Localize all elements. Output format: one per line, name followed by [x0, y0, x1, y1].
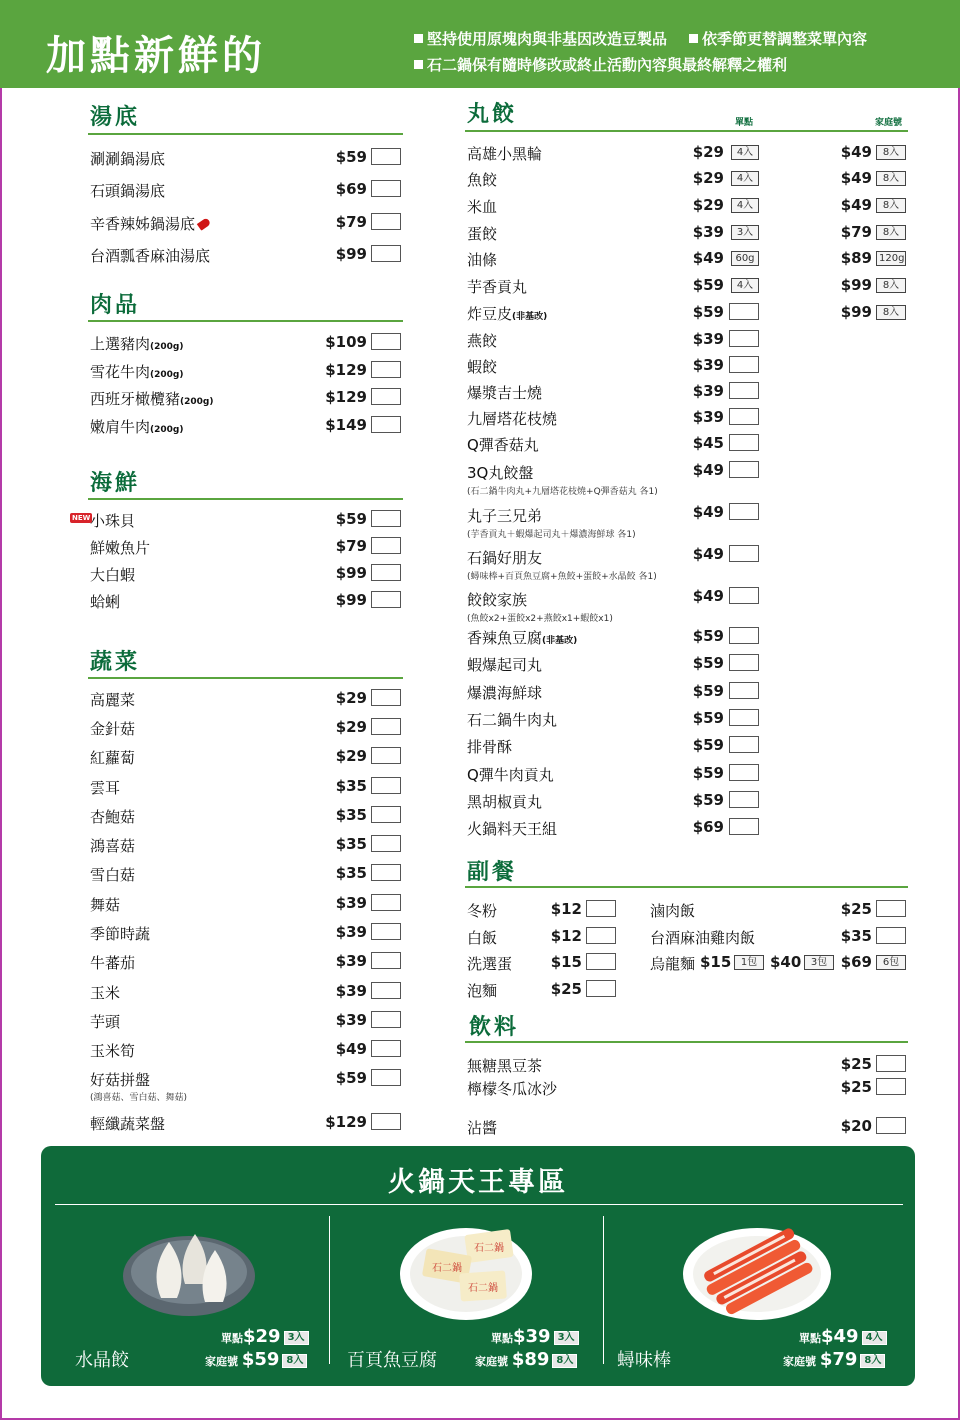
menu-item-name: 杏鮑菇 — [90, 808, 136, 826]
menu-item-price: $59 — [692, 276, 724, 294]
order-checkbox[interactable] — [371, 952, 401, 969]
menu-item-name: 牛蕃茄 — [90, 954, 136, 972]
crab-stick-image — [679, 1222, 835, 1322]
menu-item-name: 大白蝦 — [90, 566, 136, 584]
menu-item-price: $99 — [335, 591, 367, 609]
menu-item-name: 丸子三兄弟 — [467, 507, 543, 525]
menu-item-price: $59 — [692, 627, 724, 645]
order-checkbox[interactable] — [729, 627, 759, 644]
order-checkbox[interactable] — [371, 982, 401, 999]
quantity-tag: 8入 — [876, 225, 906, 240]
menu-item-price: $39 — [335, 952, 367, 970]
item-label: 西班牙橄欖豬 — [90, 390, 181, 408]
menu-item-price: $49 — [692, 461, 724, 479]
family-price: $89 — [840, 249, 872, 267]
order-checkbox[interactable] — [586, 900, 616, 917]
menu-item-price: $45 — [692, 434, 724, 452]
menu-item-name: 九層塔花枝燒 — [467, 410, 558, 428]
menu-item-name: 石頭鍋湯底 — [90, 182, 166, 200]
menu-item-price: $39 — [692, 330, 724, 348]
quantity-tag: 6包 — [876, 955, 906, 970]
quantity-tag: 8入 — [860, 1354, 885, 1368]
item-label: 嫩肩牛肉 — [90, 418, 151, 436]
quantity-tag: 8入 — [552, 1354, 577, 1368]
order-checkbox[interactable] — [729, 818, 759, 835]
section-title-soup: 湯底 — [90, 105, 141, 130]
header-notes — [414, 26, 867, 78]
quantity-tag: 4入 — [731, 278, 759, 293]
quantity-tag: 120g — [876, 251, 906, 266]
menu-item-price: $12 — [550, 900, 582, 918]
fish-tofu-image — [396, 1222, 536, 1322]
menu-item-name: 爆漿吉士燒 — [467, 384, 543, 402]
quantity-tag: 3包 — [804, 955, 834, 970]
family-price: $99 — [840, 303, 872, 321]
promo-price: $79 — [819, 1349, 858, 1370]
menu-item-price: $29 — [692, 169, 724, 187]
quantity-tag: 3入 — [284, 1331, 309, 1345]
menu-item-price: $69 — [840, 953, 872, 971]
order-checkbox[interactable] — [876, 1055, 906, 1072]
menu-item-price: $49 — [692, 587, 724, 605]
menu-item-subtext: (鴻喜菇、雪白菇、舞菇) — [90, 1093, 188, 1103]
promo-item-name: 百頁魚豆腐 — [347, 1350, 437, 1371]
promo-price: $89 — [511, 1349, 550, 1370]
section-divider — [465, 1041, 908, 1043]
menu-item-price: $40 — [770, 953, 802, 971]
menu-item-subtext: (石二鍋牛肉丸+九層塔花枝燒+Q彈香菇丸 各1) — [467, 487, 658, 497]
section-title-sides: 副餐 — [467, 860, 518, 885]
single-label: 單點 — [491, 1332, 513, 1345]
section-title-seafood: 海鮮 — [90, 471, 141, 496]
menu-item-name: 舞菇 — [90, 896, 121, 914]
note-text: 依季節更替調整菜單內容 — [702, 30, 868, 48]
menu-item-price: $49 — [692, 503, 724, 521]
order-checkbox[interactable] — [729, 682, 759, 699]
menu-item-price: $39 — [335, 894, 367, 912]
menu-item-subtext: (蟳味棒+百頁魚豆腐+魚餃+蛋餃+水晶餃 各1) — [467, 572, 657, 582]
promo-title: 火鍋天王專區 — [388, 1167, 568, 1198]
menu-item-price: $109 — [325, 333, 367, 351]
menu-item-name: 雲耳 — [90, 779, 121, 797]
order-checkbox[interactable] — [586, 953, 616, 970]
order-checkbox[interactable] — [876, 927, 906, 944]
order-checkbox[interactable] — [876, 1117, 906, 1134]
order-checkbox[interactable] — [729, 764, 759, 781]
order-checkbox[interactable] — [371, 180, 401, 197]
order-checkbox[interactable] — [371, 510, 401, 527]
quantity-tag: 3入 — [554, 1331, 579, 1345]
order-checkbox[interactable] — [371, 1040, 401, 1057]
brand-title: 加點新鮮的 — [46, 33, 266, 79]
menu-item-price: $49 — [692, 545, 724, 563]
menu-item-price: $59 — [335, 148, 367, 166]
order-checkbox[interactable] — [371, 689, 401, 706]
chili-pepper-icon — [197, 217, 211, 230]
menu-item-name: 季節時蔬 — [90, 925, 151, 943]
family-price: $49 — [840, 169, 872, 187]
menu-item-name: 沾醬 — [467, 1119, 498, 1137]
promo-price: $39 — [513, 1326, 551, 1347]
menu-item-price: $29 — [335, 689, 367, 707]
menu-item-name: 白飯 — [467, 929, 498, 947]
menu-item-price: $99 — [335, 245, 367, 263]
menu-item-price: $29 — [692, 196, 724, 214]
order-checkbox[interactable] — [371, 213, 401, 230]
item-label: 雪花牛肉 — [90, 363, 151, 381]
menu-item-price: $15 — [700, 953, 732, 971]
menu-item-price: $59 — [335, 510, 367, 528]
menu-item-name: 檸檬冬瓜冰沙 — [467, 1080, 558, 1098]
promo-single-price — [491, 1326, 579, 1347]
order-checkbox[interactable] — [371, 894, 401, 911]
note-item — [414, 52, 787, 78]
menu-item-price: $99 — [335, 564, 367, 582]
quantity-tag: 8入 — [876, 171, 906, 186]
menu-item-price: $129 — [325, 1113, 367, 1131]
quantity-tag: 8入 — [876, 305, 906, 320]
section-title-veg: 蔬菜 — [90, 650, 141, 675]
menu-item-price: $149 — [325, 416, 367, 434]
menu-item-name: 滷肉飯 — [650, 902, 696, 920]
menu-item-name: 台酒麻油雞肉飯 — [650, 929, 756, 947]
menu-item-price: $39 — [692, 382, 724, 400]
menu-item-price: $15 — [550, 953, 582, 971]
order-checkbox[interactable] — [371, 388, 401, 405]
section-divider — [88, 320, 403, 322]
menu-item-name: 輕纖蔬菜盤 — [90, 1115, 166, 1133]
promo-family-price — [783, 1349, 885, 1370]
menu-item-name: 鮮嫩魚片 — [90, 539, 151, 557]
menu-item-name: 蛤蜊 — [90, 593, 121, 611]
menu-item-name: 3Q丸餃盤 — [467, 464, 534, 482]
menu-item-name — [90, 361, 183, 382]
order-checkbox[interactable] — [729, 303, 759, 320]
menu-item-name: 烏龍麵 — [650, 955, 696, 973]
menu-item-price: $35 — [335, 835, 367, 853]
header-banner — [0, 0, 960, 88]
single-label: 單點 — [221, 1332, 243, 1345]
menu-item-price: $29 — [335, 747, 367, 765]
order-checkbox[interactable] — [729, 356, 759, 373]
menu-item-name: 蝦爆起司丸 — [467, 656, 543, 674]
quantity-tag: 3入 — [731, 225, 759, 240]
family-price: $99 — [840, 276, 872, 294]
menu-item-name: 黑胡椒貢丸 — [467, 793, 543, 811]
item-weight: (200g) — [150, 425, 184, 435]
order-checkbox[interactable] — [586, 927, 616, 944]
menu-item-name: 好菇拼盤 — [90, 1071, 151, 1089]
menu-item-name — [467, 303, 547, 324]
order-checkbox[interactable] — [729, 545, 759, 562]
menu-item-name: 芋香貢丸 — [467, 278, 528, 296]
order-checkbox[interactable] — [371, 806, 401, 823]
menu-item-name: 火鍋料天王組 — [467, 820, 558, 838]
order-checkbox[interactable] — [876, 1078, 906, 1095]
menu-item-name: 排骨酥 — [467, 738, 513, 756]
order-checkbox[interactable] — [586, 980, 616, 997]
column-header-family: 家庭號 — [875, 118, 903, 128]
menu-item-name: 油條 — [467, 251, 498, 269]
promo-item-name: 蟳味棒 — [617, 1350, 671, 1371]
menu-item-price: $49 — [335, 1040, 367, 1058]
menu-item-name: 米血 — [467, 198, 498, 216]
menu-item-price: $129 — [325, 361, 367, 379]
order-checkbox[interactable] — [729, 382, 759, 399]
menu-item-name — [90, 333, 183, 354]
new-badge: NEW — [72, 514, 91, 522]
menu-item-name: 餃餃家族 — [467, 591, 528, 609]
menu-item-name — [90, 213, 210, 234]
promo-item-name: 水晶餃 — [75, 1350, 129, 1371]
menu-item-name: 紅蘿蔔 — [90, 749, 136, 767]
menu-item-price: $35 — [335, 777, 367, 795]
menu-item-name: 無糖黑豆茶 — [467, 1057, 543, 1075]
menu-item-price: $35 — [335, 864, 367, 882]
promo-single-price — [221, 1326, 309, 1347]
promo-panel — [41, 1146, 915, 1386]
quantity-tag: 8入 — [282, 1354, 307, 1368]
menu-item-price: $129 — [325, 388, 367, 406]
order-checkbox[interactable] — [729, 408, 759, 425]
item-label: 香辣魚豆腐 — [467, 629, 543, 647]
order-checkbox[interactable] — [729, 503, 759, 520]
menu-item-name: 玉米 — [90, 984, 121, 1002]
stamp-text: 石二鍋 — [432, 1263, 462, 1274]
menu-item-name: 高雄小黑輪 — [467, 145, 543, 163]
family-price: $79 — [840, 223, 872, 241]
section-divider — [465, 130, 908, 132]
menu-item-name: 鴻喜菇 — [90, 837, 136, 855]
promo-divider — [55, 1204, 903, 1205]
order-checkbox[interactable] — [371, 333, 401, 350]
menu-item-name: 魚餃 — [467, 171, 498, 189]
note-text: 石二鍋保有隨時修改或終止活動內容與最終解釋之權利 — [427, 56, 788, 74]
menu-item-price: $59 — [335, 1069, 367, 1087]
order-checkbox[interactable] — [371, 864, 401, 881]
quantity-tag: 4入 — [862, 1331, 887, 1345]
menu-item-name: 石鍋好朋友 — [467, 549, 543, 567]
menu-item-price: $59 — [692, 764, 724, 782]
quantity-tag: 4入 — [731, 198, 759, 213]
note-text: 堅持使用原塊肉與非基因改造豆製品 — [427, 30, 668, 48]
order-checkbox[interactable] — [729, 736, 759, 753]
menu-item-name: 玉米筍 — [90, 1042, 136, 1060]
note-item — [414, 26, 667, 52]
order-checkbox[interactable] — [371, 591, 401, 608]
menu-item-price: $59 — [692, 736, 724, 754]
menu-item-price: $39 — [335, 1011, 367, 1029]
menu-item-subtext: (魚餃x2+蛋餃x2+燕餃x1+蝦餃x1) — [467, 614, 613, 624]
order-checkbox[interactable] — [371, 1069, 401, 1086]
menu-item-name — [90, 416, 183, 437]
quantity-tag: 60g — [731, 251, 759, 266]
menu-item-price: $39 — [692, 408, 724, 426]
menu-item-name: 爆濃海鮮球 — [467, 684, 543, 702]
menu-item-name: 小珠貝 — [90, 512, 136, 530]
crystal-dumpling-image — [119, 1220, 259, 1320]
menu-item-price: $25 — [840, 1055, 872, 1073]
menu-item-price: $79 — [335, 213, 367, 231]
menu-item-subtext: (芋香貢丸＋蝦爆起司丸＋爆濃海鮮球 各1) — [467, 530, 636, 540]
quantity-tag: 8入 — [876, 145, 906, 160]
section-title-meat: 肉品 — [90, 293, 141, 318]
menu-item-name: 高麗菜 — [90, 691, 136, 709]
order-checkbox[interactable] — [729, 434, 759, 451]
item-label: 上選豬肉 — [90, 335, 151, 353]
family-price: $49 — [840, 143, 872, 161]
promo-price: $59 — [241, 1349, 280, 1370]
order-checkbox[interactable] — [729, 461, 759, 478]
item-label: 炸豆皮 — [467, 305, 513, 323]
stamp-text: 石二鍋 — [474, 1243, 504, 1254]
menu-item-name: 石二鍋牛肉丸 — [467, 711, 558, 729]
order-checkbox[interactable] — [729, 709, 759, 726]
section-divider — [88, 498, 403, 500]
menu-item-price: $39 — [335, 923, 367, 941]
family-label: 家庭號 — [205, 1355, 238, 1368]
bullet-icon — [414, 34, 423, 43]
section-divider — [88, 677, 403, 679]
promo-family-price — [475, 1349, 577, 1370]
promo-column-divider — [329, 1216, 330, 1364]
menu-item-price: $39 — [335, 982, 367, 1000]
menu-item-price: $59 — [692, 791, 724, 809]
order-checkbox[interactable] — [371, 361, 401, 378]
menu-item-name: 台酒瓢香麻油湯底 — [90, 247, 211, 265]
order-checkbox[interactable] — [729, 654, 759, 671]
menu-item-price: $25 — [550, 980, 582, 998]
section-divider — [88, 133, 403, 135]
menu-item-name: 芋頭 — [90, 1013, 121, 1031]
menu-item-name — [467, 627, 577, 648]
order-checkbox[interactable] — [371, 537, 401, 554]
item-weight: (200g) — [150, 342, 184, 352]
menu-item-price: $25 — [840, 1078, 872, 1096]
family-label: 家庭號 — [783, 1355, 816, 1368]
quantity-tag: 1包 — [734, 955, 764, 970]
section-title-drinks: 飲料 — [469, 1015, 520, 1040]
menu-item-name: 蛋餃 — [467, 225, 498, 243]
menu-item-name: 洗選蛋 — [467, 955, 513, 973]
stamp-text: 石二鍋 — [468, 1283, 498, 1294]
menu-item-name: Q彈香菇丸 — [467, 436, 539, 454]
item-weight: (200g) — [180, 397, 214, 407]
menu-item-price: $49 — [692, 249, 724, 267]
column-header-single: 單點 — [735, 118, 754, 128]
note-item — [689, 26, 867, 52]
order-checkbox[interactable] — [371, 747, 401, 764]
item-note: (非基改) — [512, 312, 548, 322]
order-checkbox[interactable] — [371, 245, 401, 262]
menu-item-price: $39 — [692, 356, 724, 374]
item-note: (非基改) — [542, 636, 578, 646]
menu-item-name — [90, 388, 213, 409]
menu-item-name: Q彈牛肉貢丸 — [467, 766, 554, 784]
quantity-tag: 8入 — [876, 278, 906, 293]
menu-item-name: 金針菇 — [90, 720, 136, 738]
item-weight: (200g) — [150, 370, 184, 380]
menu-item-price: $59 — [692, 303, 724, 321]
quantity-tag: 4入 — [731, 145, 759, 160]
bullet-icon — [414, 60, 423, 69]
order-checkbox[interactable] — [371, 1011, 401, 1028]
menu-item-price: $20 — [840, 1117, 872, 1135]
menu-item-price: $12 — [550, 927, 582, 945]
menu-item-price: $69 — [692, 818, 724, 836]
menu-item-name: 雪白菇 — [90, 866, 136, 884]
bullet-icon — [689, 34, 698, 43]
item-label: 辛香辣姊鍋湯底 — [90, 215, 196, 233]
menu-item-name: 冬粉 — [467, 902, 498, 920]
order-checkbox[interactable] — [729, 791, 759, 808]
order-checkbox[interactable] — [371, 777, 401, 794]
order-checkbox[interactable] — [729, 330, 759, 347]
order-checkbox[interactable] — [876, 900, 906, 917]
menu-item-price: $69 — [335, 180, 367, 198]
promo-price: $29 — [243, 1326, 281, 1347]
menu-item-price: $29 — [335, 718, 367, 736]
order-checkbox[interactable] — [371, 564, 401, 581]
menu-item-price: $59 — [692, 654, 724, 672]
order-checkbox[interactable] — [371, 718, 401, 735]
menu-item-name: 泡麵 — [467, 982, 498, 1000]
order-checkbox[interactable] — [371, 148, 401, 165]
menu-item-price: $39 — [692, 223, 724, 241]
menu-item-price: $35 — [335, 806, 367, 824]
family-label: 家庭號 — [475, 1355, 508, 1368]
menu-item-price: $59 — [692, 682, 724, 700]
promo-family-price — [205, 1349, 307, 1370]
order-checkbox[interactable] — [729, 587, 759, 604]
family-price: $49 — [840, 196, 872, 214]
menu-item-price: $79 — [335, 537, 367, 555]
quantity-tag: 8入 — [876, 198, 906, 213]
promo-column-divider — [603, 1216, 604, 1364]
order-checkbox[interactable] — [371, 416, 401, 433]
order-checkbox[interactable] — [371, 923, 401, 940]
order-checkbox[interactable] — [371, 1113, 401, 1130]
menu-item-price: $59 — [692, 709, 724, 727]
menu-item-name: 蝦餃 — [467, 358, 498, 376]
menu-item-name: 燕餃 — [467, 332, 498, 350]
section-title-dumplings: 丸餃 — [467, 102, 518, 127]
menu-item-price: $25 — [840, 900, 872, 918]
order-checkbox[interactable] — [371, 835, 401, 852]
single-label: 單點 — [799, 1332, 821, 1345]
promo-single-price — [799, 1326, 887, 1347]
section-divider — [465, 886, 908, 888]
menu-item-name: 涮涮鍋湯底 — [90, 150, 166, 168]
promo-price: $49 — [821, 1326, 859, 1347]
menu-item-price: $29 — [692, 143, 724, 161]
menu-item-price: $35 — [840, 927, 872, 945]
quantity-tag: 4入 — [731, 171, 759, 186]
